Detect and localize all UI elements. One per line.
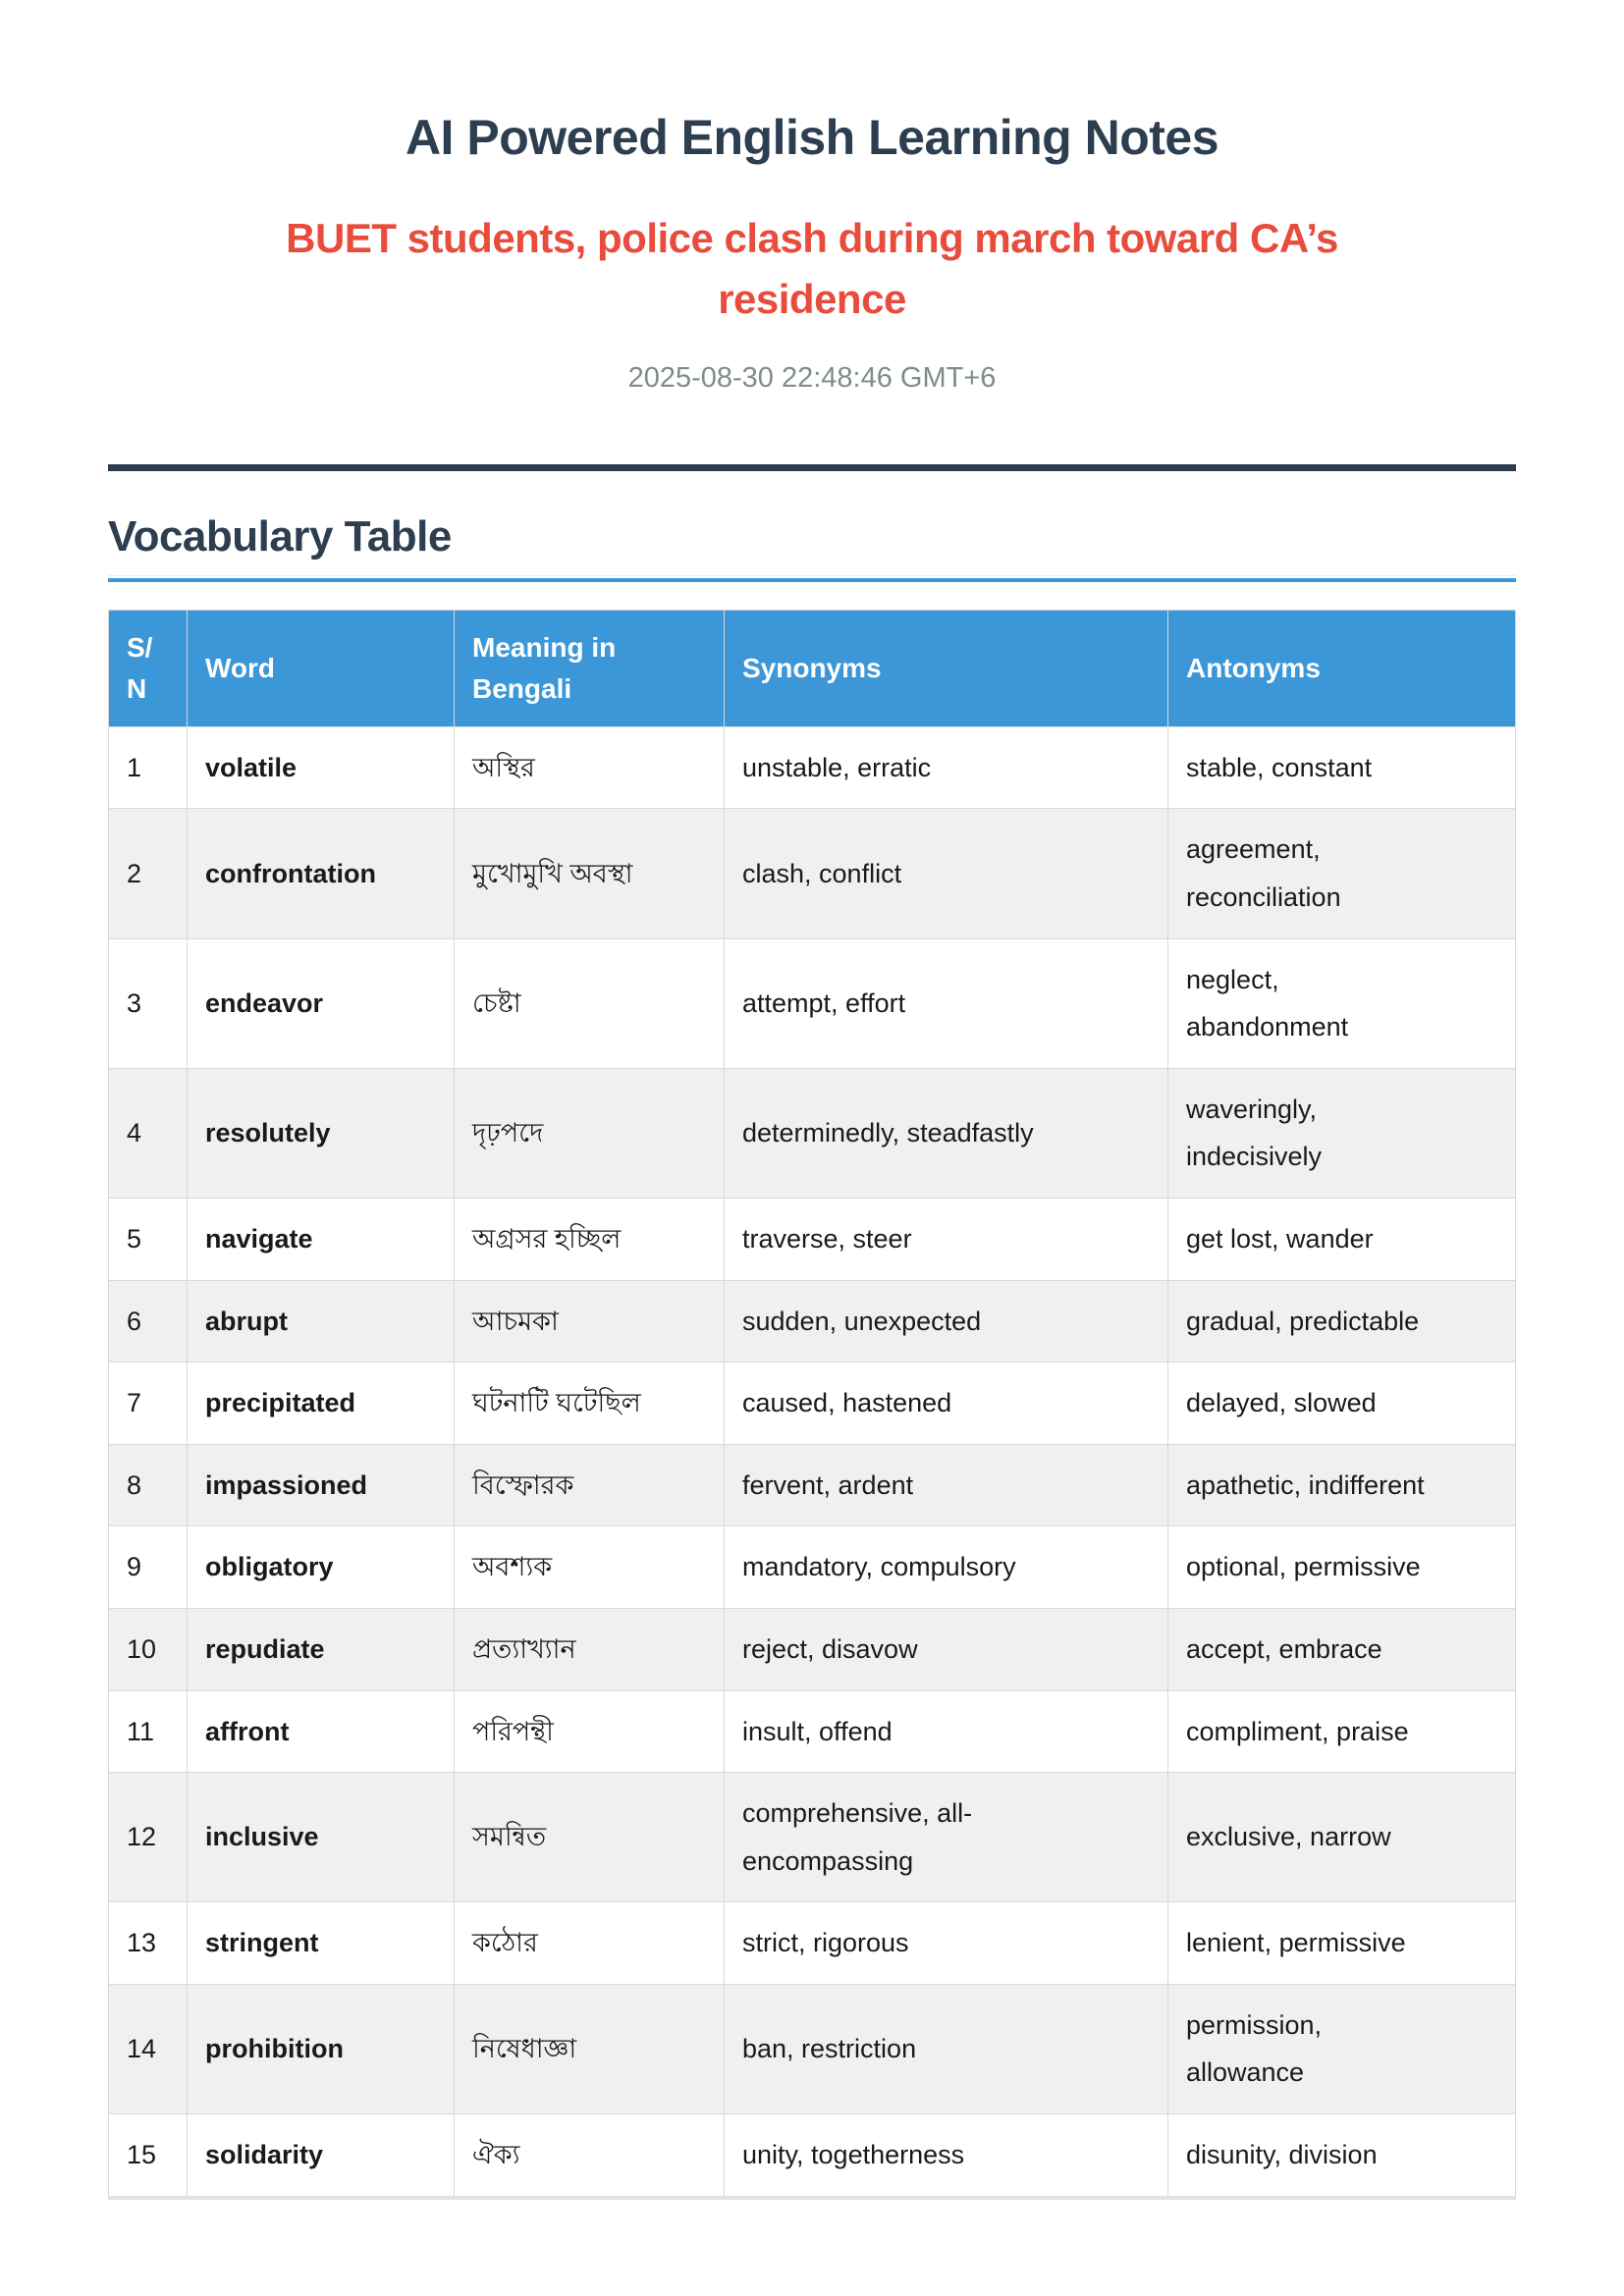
antonyms-cell-text: agreement, reconciliation [1186, 834, 1341, 912]
sn-cell [109, 1902, 188, 1985]
table-header-row [109, 610, 1516, 726]
column-header-meaning-bengali: Meaning in Bengali [455, 610, 725, 726]
table-row [109, 1362, 1516, 1445]
word-cell [188, 2114, 455, 2198]
table-row [109, 1773, 1516, 1902]
word-cell [188, 1362, 455, 1445]
antonyms-cell [1168, 938, 1516, 1068]
sn-cell-text: 8 [127, 1469, 142, 1500]
word-cell-text: abrupt [205, 1306, 288, 1336]
table-row [109, 1198, 1516, 1280]
sn-cell [109, 938, 188, 1068]
synonyms-cell [725, 726, 1168, 809]
sn-cell [109, 1198, 188, 1280]
page [108, 0, 1516, 2200]
synonyms-cell-text: unity, togetherness [742, 2140, 965, 2170]
word-cell-text: confrontation [205, 858, 376, 888]
meaning-bengali-cell [455, 726, 725, 809]
meaning-bengali-cell-text: সমন্বিত [472, 1822, 547, 1852]
meaning-bengali-cell-text: অগ্রসর হচ্ছিল [472, 1223, 622, 1254]
meaning-bengali-cell [455, 1902, 725, 1985]
sn-cell-text: 3 [127, 988, 142, 1018]
antonyms-cell [1168, 1984, 1516, 2113]
synonyms-cell-text: strict, rigorous [742, 1928, 909, 1958]
meaning-bengali-cell-text: দৃঢ়পদে [472, 1118, 544, 1148]
word-cell-text: resolutely [205, 1118, 331, 1148]
sn-cell-text: 13 [127, 1928, 157, 1958]
sn-cell-text: 15 [127, 2140, 157, 2170]
synonyms-cell-text: insult, offend [742, 1716, 893, 1746]
synonyms-cell [725, 1608, 1168, 1690]
table-row [109, 1280, 1516, 1362]
synonyms-cell [725, 1773, 1168, 1902]
sn-cell [109, 1068, 188, 1198]
word-cell-text: obligatory [205, 1552, 334, 1582]
synonyms-cell-text: determinedly, steadfastly [742, 1118, 1034, 1148]
meaning-bengali-cell [455, 938, 725, 1068]
meaning-bengali-cell [455, 1608, 725, 1690]
antonyms-cell-text: exclusive, narrow [1186, 1822, 1391, 1852]
synonyms-cell [725, 1198, 1168, 1280]
synonyms-cell-text: sudden, unexpected [742, 1306, 982, 1336]
word-cell-text: precipitated [205, 1388, 356, 1418]
sn-cell-text: 10 [127, 1633, 157, 1664]
word-cell-text: inclusive [205, 1822, 319, 1852]
sn-cell [109, 2114, 188, 2198]
word-cell [188, 1902, 455, 1985]
antonyms-cell-text: get lost, wander [1186, 1223, 1374, 1254]
antonyms-cell [1168, 1444, 1516, 1526]
sn-cell [109, 1362, 188, 1445]
meaning-bengali-cell [455, 1444, 725, 1526]
synonyms-cell [725, 1362, 1168, 1445]
synonyms-cell-text: unstable, erratic [742, 752, 932, 782]
synonyms-cell [725, 1444, 1168, 1526]
word-cell-text: repudiate [205, 1633, 325, 1664]
meaning-bengali-cell-text: প্রত্যাখ্যান [472, 1633, 576, 1664]
sn-cell-text: 2 [127, 858, 142, 888]
meaning-bengali-cell [455, 1526, 725, 1609]
word-cell-text: volatile [205, 752, 298, 782]
synonyms-cell [725, 1068, 1168, 1198]
word-cell-text: affront [205, 1716, 290, 1746]
meaning-bengali-cell [455, 1362, 725, 1445]
divider-blue [108, 578, 1516, 582]
antonyms-cell-text: delayed, slowed [1186, 1388, 1377, 1418]
synonyms-cell-text: ban, restriction [742, 2034, 917, 2064]
meaning-bengali-cell [455, 1068, 725, 1198]
antonyms-cell [1168, 1526, 1516, 1609]
page-title: AI Powered English Learning Notes [405, 110, 1219, 165]
vocabulary-table [108, 610, 1516, 2200]
synonyms-cell-text: caused, hastened [742, 1388, 952, 1418]
table-row [109, 1444, 1516, 1526]
sn-cell [109, 726, 188, 809]
meaning-bengali-cell-text: কঠোর [472, 1928, 538, 1958]
synonyms-cell-text: clash, conflict [742, 858, 902, 888]
word-cell-text: prohibition [205, 2034, 344, 2064]
word-cell-text: impassioned [205, 1469, 368, 1500]
synonyms-cell [725, 1690, 1168, 1773]
antonyms-cell-text: compliment, praise [1186, 1716, 1409, 1746]
sn-cell-text: 14 [127, 2034, 157, 2064]
sn-cell-text: 1 [127, 752, 142, 782]
antonyms-cell [1168, 1608, 1516, 1690]
word-cell [188, 1280, 455, 1362]
sn-cell-text: 7 [127, 1388, 142, 1418]
meaning-bengali-cell-text: চেষ্টা [472, 988, 521, 1018]
word-cell [188, 1068, 455, 1198]
antonyms-cell [1168, 1902, 1516, 1985]
table-row [109, 938, 1516, 1068]
sn-cell [109, 1690, 188, 1773]
synonyms-cell [725, 1984, 1168, 2113]
table-row [109, 1984, 1516, 2113]
sn-cell-text: 9 [127, 1552, 142, 1582]
word-cell [188, 938, 455, 1068]
synonyms-cell-text: fervent, ardent [742, 1469, 914, 1500]
antonyms-cell-text: neglect, abandonment [1186, 964, 1349, 1042]
antonyms-cell-text: apathetic, indifferent [1186, 1469, 1425, 1500]
meaning-bengali-cell-text: নিষেধাজ্ঞা [472, 2034, 577, 2064]
antonyms-cell-text: gradual, predictable [1186, 1306, 1420, 1336]
synonyms-cell [725, 938, 1168, 1068]
word-cell-text: solidarity [205, 2140, 324, 2170]
antonyms-cell-text: permission, allowance [1186, 2009, 1323, 2088]
column-header-word: Word [188, 610, 455, 726]
antonyms-cell [1168, 1362, 1516, 1445]
synonyms-cell [725, 1280, 1168, 1362]
sn-cell [109, 1526, 188, 1609]
antonyms-cell [1168, 1773, 1516, 1902]
synonyms-cell-text: mandatory, compulsory [742, 1552, 1016, 1582]
antonyms-cell-text: lenient, permissive [1186, 1928, 1406, 1958]
word-cell-text: stringent [205, 1928, 319, 1958]
synonyms-cell-text: traverse, steer [742, 1223, 912, 1254]
synonyms-cell [725, 1902, 1168, 1985]
meaning-bengali-cell-text: পরিপন্থী [472, 1716, 554, 1746]
word-cell [188, 1690, 455, 1773]
meaning-bengali-cell [455, 1690, 725, 1773]
sn-cell [109, 809, 188, 938]
column-header-sn: S/N [109, 610, 188, 726]
table-row [109, 726, 1516, 809]
word-cell [188, 1444, 455, 1526]
meaning-bengali-cell-text: ঐক্য [472, 2140, 520, 2170]
antonyms-cell [1168, 1690, 1516, 1773]
synonyms-cell [725, 2114, 1168, 2198]
word-cell [188, 809, 455, 938]
sn-cell [109, 1773, 188, 1902]
antonyms-cell-text: optional, permissive [1186, 1552, 1421, 1582]
article-headline: BUET students, police clash during march toward CA’s residence [286, 215, 1338, 322]
table-row [109, 1902, 1516, 1985]
divider-dark [108, 464, 1516, 471]
synonyms-cell [725, 1526, 1168, 1609]
sn-cell-text: 6 [127, 1306, 142, 1336]
table-row [109, 809, 1516, 938]
table-row [109, 1608, 1516, 1690]
word-cell [188, 1984, 455, 2113]
word-cell-text: navigate [205, 1223, 313, 1254]
synonyms-cell-text: reject, disavow [742, 1633, 918, 1664]
word-cell [188, 726, 455, 809]
meaning-bengali-cell [455, 1773, 725, 1902]
table-row [109, 1690, 1516, 1773]
sn-cell [109, 1444, 188, 1526]
meaning-bengali-cell [455, 2114, 725, 2198]
synonyms-cell [725, 809, 1168, 938]
meaning-bengali-cell [455, 809, 725, 938]
table-row [109, 2114, 1516, 2198]
sn-cell-text: 12 [127, 1822, 157, 1852]
antonyms-cell [1168, 1198, 1516, 1280]
word-cell-text: endeavor [205, 988, 324, 1018]
section-heading: Vocabulary Table [108, 511, 1516, 576]
antonyms-cell [1168, 1068, 1516, 1198]
meaning-bengali-cell-text: ঘটনাটি ঘটেছিল [472, 1388, 641, 1418]
column-header-antonyms: Antonyms [1168, 610, 1516, 726]
sn-cell-text: 11 [127, 1716, 155, 1746]
table-row [109, 1526, 1516, 1609]
antonyms-cell [1168, 726, 1516, 809]
meaning-bengali-cell-text: আচমকা [472, 1306, 559, 1336]
word-cell [188, 1608, 455, 1690]
column-header-synonyms: Synonyms [725, 610, 1168, 726]
antonyms-cell [1168, 2114, 1516, 2198]
meaning-bengali-cell-text: অস্থির [472, 752, 535, 782]
table-body [109, 726, 1516, 2197]
antonyms-cell [1168, 1280, 1516, 1362]
sn-cell [109, 1608, 188, 1690]
synonyms-cell-text: attempt, effort [742, 988, 906, 1018]
sn-cell [109, 1280, 188, 1362]
sn-cell-text: 4 [127, 1118, 142, 1148]
meaning-bengali-cell-text: মুখোমুখি অবস্থা [472, 858, 633, 888]
synonyms-cell-text: comprehensive, all-encompassing [742, 1798, 973, 1876]
word-cell [188, 1526, 455, 1609]
word-cell [188, 1773, 455, 1902]
antonyms-cell-text: disunity, division [1186, 2140, 1378, 2170]
table-row [109, 1068, 1516, 1198]
timestamp: 2025-08-30 22:48:46 GMT+6 [627, 362, 997, 394]
sn-cell [109, 1984, 188, 2113]
meaning-bengali-cell [455, 1280, 725, 1362]
antonyms-cell-text: accept, embrace [1186, 1633, 1382, 1664]
meaning-bengali-cell [455, 1198, 725, 1280]
word-cell [188, 1198, 455, 1280]
meaning-bengali-cell [455, 1984, 725, 2113]
meaning-bengali-cell-text: বিস্ফোরক [472, 1469, 574, 1500]
sn-cell-text: 5 [127, 1223, 142, 1254]
meaning-bengali-cell-text: অবশ্যক [472, 1552, 553, 1582]
antonyms-cell [1168, 809, 1516, 938]
antonyms-cell-text: stable, constant [1186, 752, 1373, 782]
antonyms-cell-text: waveringly, indecisively [1186, 1094, 1323, 1172]
